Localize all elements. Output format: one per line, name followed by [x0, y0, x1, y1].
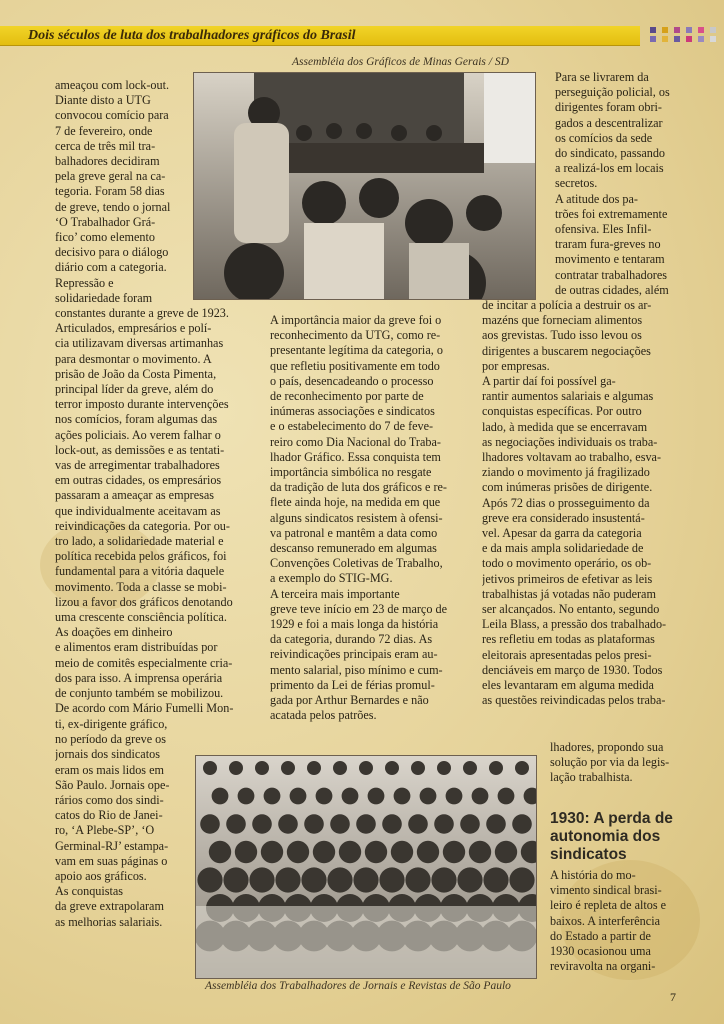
text-line: convocou comício para [55, 108, 169, 123]
crowd-head [385, 761, 399, 775]
crowd-head [359, 761, 373, 775]
left-column-block3 [55, 717, 188, 930]
text-line: A atitude dos pa- [555, 191, 638, 206]
text-line: reivindicações da categoria. Por ou- [55, 518, 230, 533]
text-line: denciáveis em março de 1930. Todos [482, 662, 663, 677]
text-line: São Paulo. Jornais ope- [55, 777, 170, 792]
page-number: 7 [670, 990, 676, 1004]
crowd-head [327, 867, 352, 892]
text-line: res refletiu em todas as plataformas [482, 632, 655, 647]
text-line: conquistas específicas. Por outro [482, 404, 642, 419]
text-line: ro, ‘A Plebe-SP’, ‘O [55, 823, 155, 838]
text-line: alguns sindicatos resistem à ofensi- [270, 510, 443, 525]
running-header-title: Dois séculos de luta dos trabalhadores gráficos do Brasil [28, 28, 356, 43]
crowd-head [463, 761, 477, 775]
text-line: movimento. Toda a classe se mobi- [55, 579, 227, 594]
text-line: solução por via da legis- [550, 755, 670, 770]
crowd-head [379, 867, 404, 892]
decorative-square [710, 36, 716, 42]
crowd-head [281, 761, 295, 775]
text-line: de conjunto também se mobilizou. [55, 686, 224, 701]
crowd-head [301, 867, 326, 892]
text-line: o país, desencadeando o processo [270, 373, 434, 388]
crowd-head [498, 788, 515, 805]
crowd-head [342, 788, 359, 805]
text-line: pela greve geral na ca- [55, 169, 166, 184]
text-line: a realizá-los em locais [555, 161, 664, 176]
text-line: gada por Arthur Bernardes e não [270, 693, 429, 708]
text-line: as melhorias salariais. [55, 914, 163, 929]
crowd-head [486, 814, 506, 834]
text-line: principal líder da greve, além do [55, 382, 214, 397]
right-column-block2 [482, 298, 678, 708]
text-line: e da mais ampla solidariedade de [482, 541, 644, 556]
text-line: ser alcançados. No entanto, segundo [482, 602, 660, 617]
text-line: passaram a ameaçar as empresas [55, 488, 215, 503]
text-line: traram fura-greves no [555, 237, 661, 252]
text-line: eleitorais apresentadas pelos presi- [482, 647, 652, 662]
text-line: eles levantaram em alguma medida [482, 678, 654, 693]
crowd-head [209, 841, 231, 863]
crowd-head [316, 788, 333, 805]
text-line: reivindicações principais eram au- [270, 647, 438, 662]
text-line: ameaçou com lock-out. [55, 78, 170, 92]
crowd-head [446, 788, 463, 805]
decorative-square [674, 27, 680, 33]
text-line: do sindicato, passando [555, 146, 666, 161]
text-line: fundamental para a vitória daquele [55, 564, 225, 579]
text-line: para desmontar o movimento. A [55, 351, 212, 366]
crowd-head [469, 841, 491, 863]
text-line: lação trabalhista. [550, 770, 633, 785]
crowd-head [330, 814, 350, 834]
crowd-head [313, 841, 335, 863]
text-line: descanso remunerado em algumas [270, 541, 437, 556]
text-line: tegoria. Foram 58 dias [55, 184, 165, 199]
crowd-head [391, 841, 413, 863]
text-line: movimento e tentaram [555, 252, 665, 267]
text-line: aos grevistas. Tudo isso levou os [482, 328, 642, 343]
text-line: A partir daí foi possível ga- [482, 374, 616, 389]
text-line: de reconhecimento por parte de [270, 389, 424, 404]
text-line: tro lado, a solidariedade material e [55, 534, 224, 549]
text-line: fico’ como elemento [55, 230, 155, 245]
text-line: reviravolta na organi- [550, 959, 656, 974]
text-line: reconhecimento da UTG, como re- [270, 328, 441, 343]
decorative-square [662, 36, 668, 42]
text-line: ações policiais. Ao verem falhar o [55, 427, 221, 442]
text-line: lhador Gráfico. Essa conquista tem [270, 449, 441, 464]
text-line: mazéns que forneciam alimentos [482, 313, 643, 328]
crowd-head [382, 814, 402, 834]
text-line: eram os mais lidos em [55, 762, 164, 777]
decorative-square [650, 27, 656, 33]
text-line: De acordo com Mário Fumelli Mon- [55, 701, 234, 716]
crowd-head [278, 814, 298, 834]
text-line: dirigentes a buscarem negociações [482, 343, 651, 358]
text-line: Repressão e [55, 275, 114, 290]
text-line: todo o movimento operário, os ob- [482, 556, 652, 571]
crowd-head [197, 867, 222, 892]
decorative-square [686, 36, 692, 42]
text-line: dirigentes foram obri- [555, 100, 662, 115]
text-line: Germinal-RJ’ estampa- [55, 838, 169, 853]
crowd-head [275, 867, 300, 892]
text-line: a exemplo do STIG-MG. [270, 571, 393, 586]
text-line: terror imposto durante intervenções [55, 397, 229, 412]
decorative-squares [650, 27, 722, 47]
crowd-head [223, 867, 248, 892]
text-line: no período da greve os [55, 732, 167, 747]
text-line: acatada pelos patrões. [270, 708, 377, 723]
text-line: balhadores decidiram [55, 154, 160, 169]
text-line: rários como dos sindi- [55, 793, 164, 808]
text-line: ‘O Trabalhador Grá- [55, 214, 156, 229]
crowd-head [264, 788, 281, 805]
crowd-head [235, 841, 257, 863]
crowd-head [287, 841, 309, 863]
text-line: 1930 ocasionou uma [550, 944, 651, 959]
text-line: apoio aos gráficos. [55, 869, 147, 884]
text-line: Convenções Coletivas de Trabalho, [270, 556, 443, 571]
crowd-head [457, 867, 482, 892]
text-line: Para se livrarem da [555, 70, 649, 84]
crowd-head [408, 814, 428, 834]
text-line: Diante disto a UTG [55, 93, 151, 108]
crowd-head [229, 761, 243, 775]
text-line: e alimentos eram distribuídas por [55, 640, 218, 655]
crowd-head [339, 841, 361, 863]
text-line: 7 de fevereiro, onde [55, 123, 153, 138]
assembly-photo-bottom [195, 755, 537, 979]
right-column-block1 [555, 70, 678, 298]
middle-column [270, 313, 463, 723]
text-line: rantir aumentos salariais e algumas [482, 389, 654, 404]
text-line: decisivo para o diálogo [55, 245, 169, 260]
text-line: vimento sindical brasi- [550, 883, 662, 898]
text-line: secretos. [555, 176, 598, 191]
right-column-block4 [550, 868, 678, 974]
text-line: com inúmeras prisões de dirigente. [482, 480, 653, 495]
crowd-head [203, 761, 217, 775]
crowd-head [515, 761, 529, 775]
text-line: cia utilizavam diversas artimanhas [55, 336, 224, 351]
text-line: A história do mo- [550, 868, 636, 882]
text-line: de outras cidades, além [555, 282, 669, 297]
text-line: constantes durante a greve de 1923. [55, 306, 229, 320]
text-line: presentante legítima da categoria, o [270, 343, 443, 358]
text-line: da greve extrapolaram [55, 899, 164, 914]
crowd-head [417, 841, 439, 863]
text-line: lizou a favor dos gráficos denotando [55, 594, 233, 609]
text-line: da categoria, durando 72 dias. As [270, 632, 433, 647]
text-line: do Estado a partir de [550, 928, 651, 943]
crowd-head [333, 761, 347, 775]
decorative-square [710, 27, 716, 33]
text-line: diário com a categoria. [55, 260, 167, 275]
text-line: Após 72 dias o prosseguimento da [482, 495, 650, 510]
text-line: ti, ex-dirigente gráfico, [55, 717, 168, 731]
crowd-head [509, 867, 534, 892]
top-photo-caption: Assembléia dos Gráficos de Minas Gerais / SD [292, 56, 509, 68]
crowd-head [353, 867, 378, 892]
text-line: Leila Blass, a pressão dos trabalhado- [482, 617, 667, 632]
crowd-head [261, 841, 283, 863]
text-line: jornais dos sindicatos [55, 747, 160, 762]
crowd-head [226, 814, 246, 834]
crowd-head [238, 788, 255, 805]
text-line: A importância maior da greve foi o [270, 313, 442, 327]
text-line: em outras cidades, os empresários [55, 473, 222, 488]
text-line: reiro como Dia Nacional do Traba- [270, 434, 441, 449]
text-line: perseguição policial, os [555, 85, 670, 100]
crowd-head [365, 841, 387, 863]
crowd-head [434, 814, 454, 834]
text-line: que individualmente aceitavam as [55, 503, 221, 518]
crowd-head [472, 788, 489, 805]
text-line: as questões reivindicadas pelos traba- [482, 693, 666, 708]
text-line: trões foi extremamente [555, 206, 668, 221]
text-line: contratar trabalhadores [555, 267, 667, 282]
crowd-head [437, 761, 451, 775]
text-line: 1929 e foi a mais longa da história [270, 617, 439, 632]
text-line: vel. Apesar da garra da categoria [482, 526, 642, 541]
text-line: e o estabelecimento do 7 de feve- [270, 419, 434, 434]
text-line: nos comícios, foram algumas das [55, 412, 218, 427]
text-line: catos do Rio de Janei- [55, 808, 163, 823]
crowd-head [307, 761, 321, 775]
text-line: os comícios da sede [555, 130, 653, 145]
crowd-head [212, 788, 229, 805]
text-line: por empresas. [482, 358, 550, 373]
crowd-head [252, 814, 272, 834]
text-line: jetivos primeiros de efetivar as leis [482, 571, 653, 586]
crowd-head [405, 867, 430, 892]
crowd-head [200, 814, 220, 834]
text-line: cerca de três mil tra- [55, 138, 156, 153]
text-line: de incitar a polícia a destruir os ar- [482, 298, 652, 312]
crowd-head [368, 788, 385, 805]
decorative-square [698, 27, 704, 33]
assembly-photo-top [193, 72, 536, 300]
text-line: va patronal e mantêm a data como [270, 525, 438, 540]
decorative-square [674, 36, 680, 42]
text-line: flete ainda hoje, na medida em que [270, 495, 441, 510]
text-line: lock-out, as demissões e as tentati- [55, 442, 225, 457]
text-line: vam em suas páginas o [55, 853, 168, 868]
text-line: greve era considerado insustentá- [482, 510, 645, 525]
text-line: inúmeras associações e sindicatos [270, 404, 435, 419]
crowd-head [495, 841, 517, 863]
text-line: A terceira mais importante [270, 586, 400, 601]
text-line: de greve, tendo o jornal [55, 199, 171, 214]
crowd-head [443, 841, 465, 863]
crowd-head [304, 814, 324, 834]
crowd-head [512, 814, 532, 834]
text-line: ziando o movimento já fragilizado [482, 465, 650, 480]
decorative-square [686, 27, 692, 33]
text-line: uma crescente consciência política. [55, 610, 227, 625]
left-column-block2 [55, 306, 260, 716]
decorative-square [662, 27, 668, 33]
crowd-head [483, 867, 508, 892]
bottom-photo-caption: Assembléia dos Trabalhadores de Jornais e Revistas de São Paulo [205, 980, 511, 992]
text-line: baixos. A interferência [550, 913, 660, 928]
decorative-square [650, 36, 656, 42]
text-line: que refletiu positivamente em todo [270, 358, 440, 373]
text-line: lhadores, propondo sua [550, 740, 664, 754]
text-line: política recebida pelos gráficos, foi [55, 549, 227, 564]
crowd-head [431, 867, 456, 892]
text-line: As conquistas [55, 884, 124, 899]
crowd-head [460, 814, 480, 834]
text-line: trabalhistas já votadas não puderam [482, 586, 656, 601]
crowd-head [394, 788, 411, 805]
text-line: vas de arregimentar trabalhadores [55, 458, 220, 473]
text-line: gados a descentralizar [555, 115, 663, 130]
left-column-block1 [55, 78, 185, 306]
text-line: da tradição de luta dos gráficos e re- [270, 480, 447, 495]
text-line: dos para isso. A imprensa operária [55, 670, 223, 685]
text-line: ofensiva. Eles Infil- [555, 222, 652, 237]
text-line: greve teve início em 23 de março de [270, 601, 447, 616]
right-column-block3 [550, 740, 678, 786]
text-line: mento salarial, piso mínimo e cum- [270, 662, 443, 677]
section-heading: 1930: A perda de autonomia dos sindicatos [550, 810, 673, 863]
crowd-head [249, 867, 274, 892]
crowd-head [290, 788, 307, 805]
text-line: solidariedade foram [55, 290, 153, 305]
text-line: lhadores voltavam ao trabalho, esva- [482, 450, 662, 465]
text-line: as negociações individuais os traba- [482, 434, 658, 449]
text-line: leiro é repleta de altos e [550, 898, 667, 913]
crowd-head [356, 814, 376, 834]
text-line: importância simbólica no resgate [270, 465, 432, 480]
text-line: lado, à medida que se encerravam [482, 419, 648, 434]
decorative-square [698, 36, 704, 42]
text-line: As doações em dinheiro [55, 625, 173, 640]
text-line: Articulados, empresários e polí- [55, 321, 212, 336]
crowd-head [255, 761, 269, 775]
crowd-head [489, 761, 503, 775]
text-line: prisão de João da Costa Pimenta, [55, 366, 217, 381]
text-line: primento da Lei de férias promul- [270, 677, 435, 692]
crowd-head [420, 788, 437, 805]
text-line: meio de comitês especialmente cria- [55, 655, 233, 670]
crowd-head [411, 761, 425, 775]
